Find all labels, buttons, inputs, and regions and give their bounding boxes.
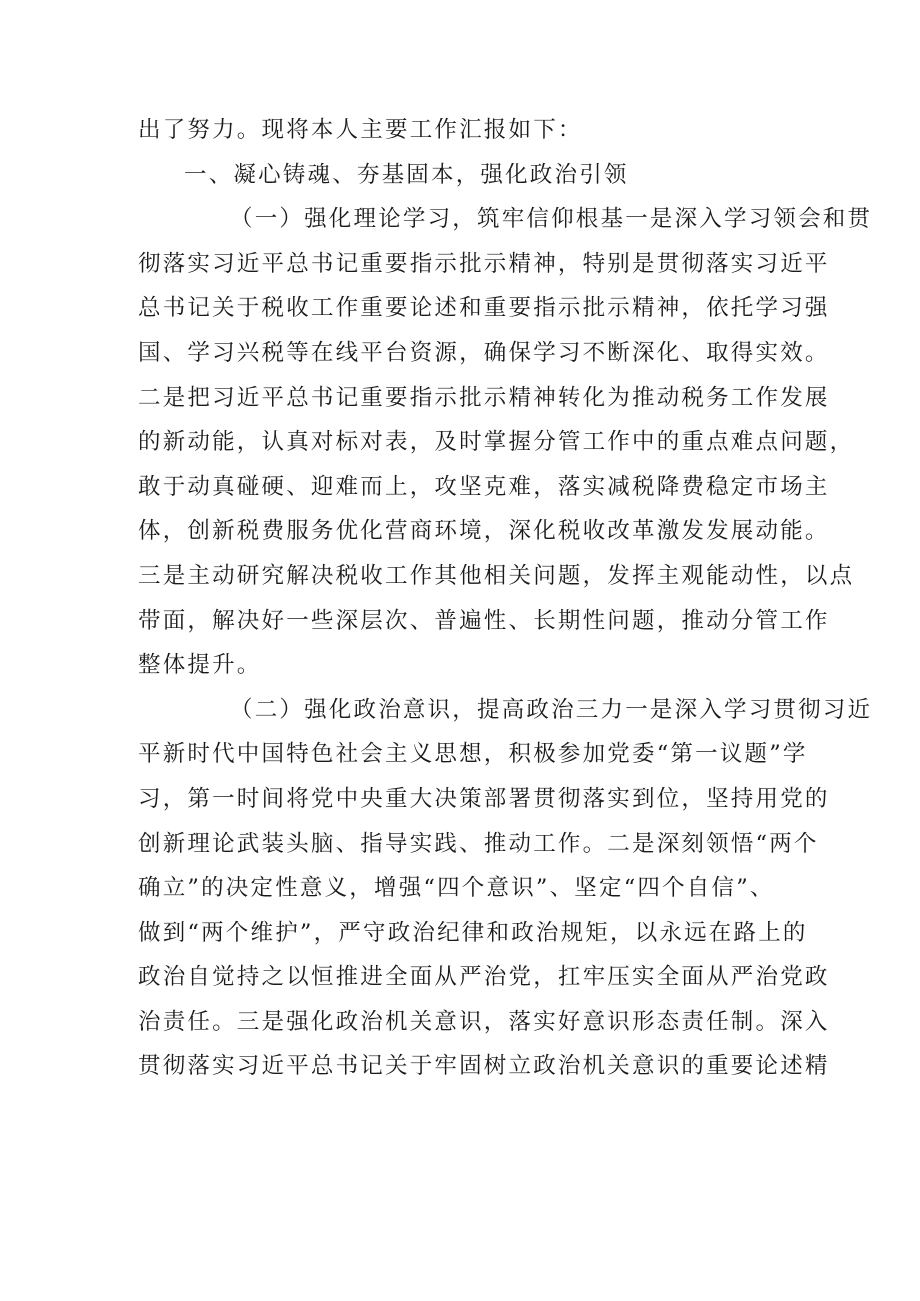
paragraph-line: 敢于动真碰硬、迎难而上，攻坚克难，落实减税降费稳定市场主 [138, 473, 830, 500]
paragraph-line: 国、学习兴税等在线平台资源，确保学习不断深化、取得实效。 [138, 339, 830, 366]
paragraph-line: 带面，解决好一些深层次、普遍性、长期性问题，推动分管工作 [138, 607, 830, 634]
paragraph-line: 治责任。三是强化政治机关意识，落实好意识形态责任制。深入 [138, 1008, 830, 1035]
paragraph-line: 整体提升。 [138, 652, 262, 679]
paragraph-line: 创新理论武装头脑、指导实践、推动工作。二是深刻领悟“两个 [138, 830, 819, 857]
paragraph-line: 彻落实习近平总书记重要指示批示精神，特别是贯彻落实习近平 [138, 250, 830, 277]
paragraph-line: 平新时代中国特色社会主义思想，积极参加党委“第一议题”学 [138, 741, 808, 768]
subsection-line: （二）强化政治意识，提高政治三力一是深入学习贯彻习近 [230, 696, 873, 723]
document-body [138, 108, 873, 1089]
paragraph-line: 总书记关于税收工作重要论述和重要指示批示精神，依托学习强 [138, 295, 830, 322]
paragraph-line: 贯彻落实习近平总书记关于牢固树立政治机关意识的重要论述精 [138, 1053, 830, 1080]
paragraph-line: 政治自觉持之以恒推进全面从严治党，扛牢压实全面从严治党政 [138, 964, 830, 991]
paragraph-line: 习，第一时间将党中央重大决策部署贯彻落实到位，坚持用党的 [138, 785, 830, 812]
section-heading: 一、凝心铸魂、夯基固本，强化政治引领 [184, 161, 629, 188]
paragraph-line: 确立”的决定性意义，增强“四个意识”、坚定“四个自信”、 [138, 875, 775, 902]
paragraph-line: 三是主动研究解决税收工作其他相关问题，发挥主观能动性，以点 [138, 562, 855, 589]
paragraph-line: 做到“两个维护”，严守政治纪律和政治规矩，以永远在路上的 [138, 919, 808, 946]
paragraph-line: 二是把习近平总书记重要指示批示精神转化为推动税务工作发展 [138, 384, 830, 411]
paragraph-line: 体，创新税费服务优化营商环境，深化税收改革激发发展动能。 [138, 518, 830, 545]
paragraph-line: 的新动能，认真对标对表，及时掌握分管工作中的重点难点问题， [138, 429, 855, 456]
paragraph-line: 出了努力。现将本人主要工作汇报如下： [138, 117, 583, 143]
subsection-line: （一）强化理论学习，筑牢信仰根基一是深入学习领会和贯 [230, 206, 873, 233]
